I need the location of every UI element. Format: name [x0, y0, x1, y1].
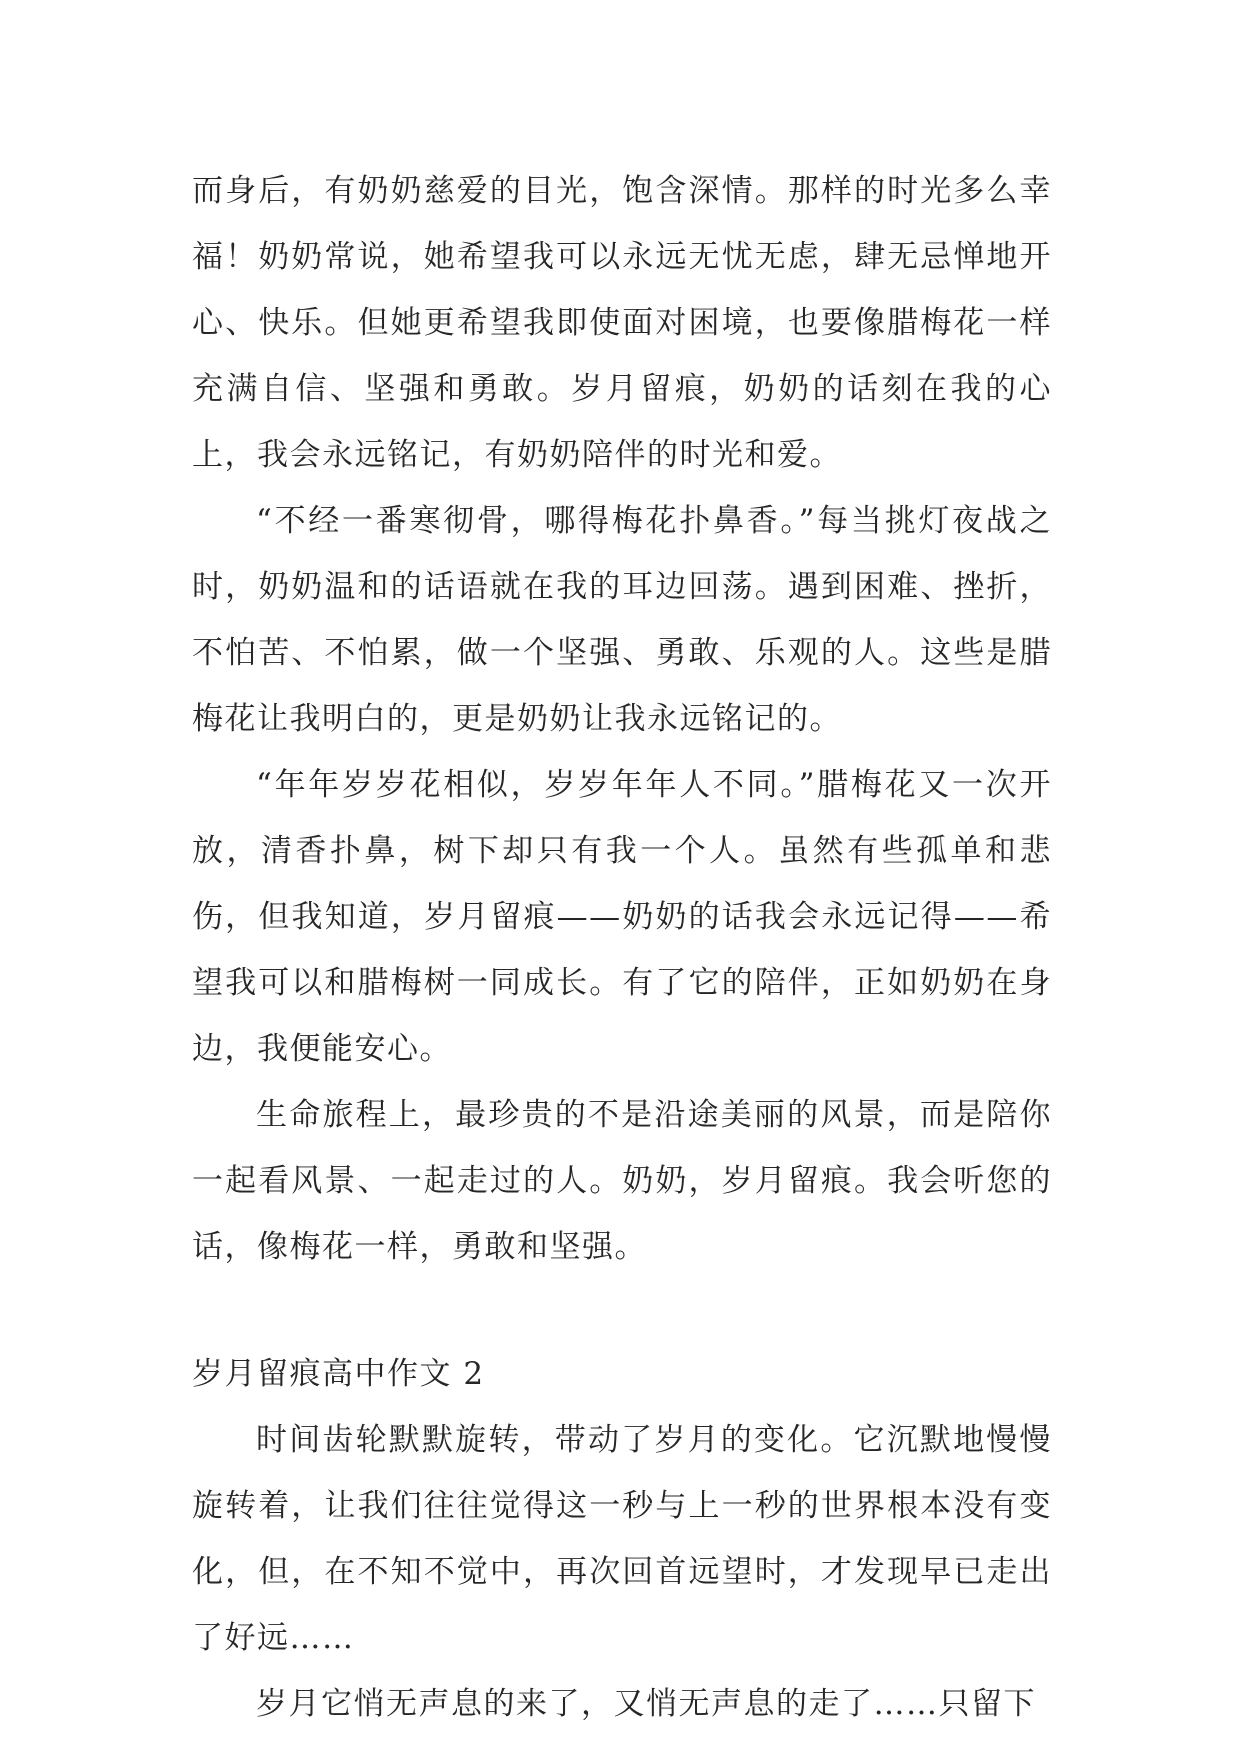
- paragraph-5: 时间齿轮默默旋转，带动了岁月的变化。它沉默地慢慢旋转着，让我们往往觉得这一秒与上一秒的世界根本没有变化，但，在不知不觉中，再次回首远望时，才发现早已走出了好远……: [192, 1422, 1052, 1656]
- paragraph-4: 生命旅程上，最珍贵的不是沿途美丽的风景，而是陪你一起看风景、一起走过的人。奶奶，岁月留痕。我会听您的话，像梅花一样，勇敢和坚强。: [192, 1097, 1052, 1265]
- document-body: [192, 158, 1052, 1737]
- paragraph-2: “不经一番寒彻骨，哪得梅花扑鼻香。”每当挑灯夜战之时，奶奶温和的话语就在我的耳边回荡。遇到困难、挫折，不怕苦、不怕累，做一个坚强、勇敢、乐观的人。这些是腊梅花让我明白的，更是奶奶让我永远铭记的。: [192, 503, 1052, 737]
- section-title: 岁月留痕高中作文 2: [192, 1356, 485, 1392]
- paragraph-1: 而身后，有奶奶慈爱的目光，饱含深情。那样的时光多么幸福！奶奶常说，她希望我可以永远无忧无虑，肆无忌惮地开心、快乐。但她更希望我即使面对困境，也要像腊梅花一样充满自信、坚强和勇敢。岁月留痕，奶奶的话刻在我的心上，我会永远铭记，有奶奶陪伴的时光和爱。: [192, 173, 1052, 473]
- paragraph-3: “年年岁岁花相似，岁岁年年人不同。”腊梅花又一次开放，清香扑鼻，树下却只有我一个人。虽然有些孤单和悲伤，但我知道，岁月留痕——奶奶的话我会永远记得——希望我可以和腊梅树一同成长。有了它的陪伴，正如奶奶在身边，我便能安心。: [192, 767, 1052, 1067]
- paragraph-6: 岁月它悄无声息的来了，又悄无声息的走了……只留下: [256, 1686, 1036, 1722]
